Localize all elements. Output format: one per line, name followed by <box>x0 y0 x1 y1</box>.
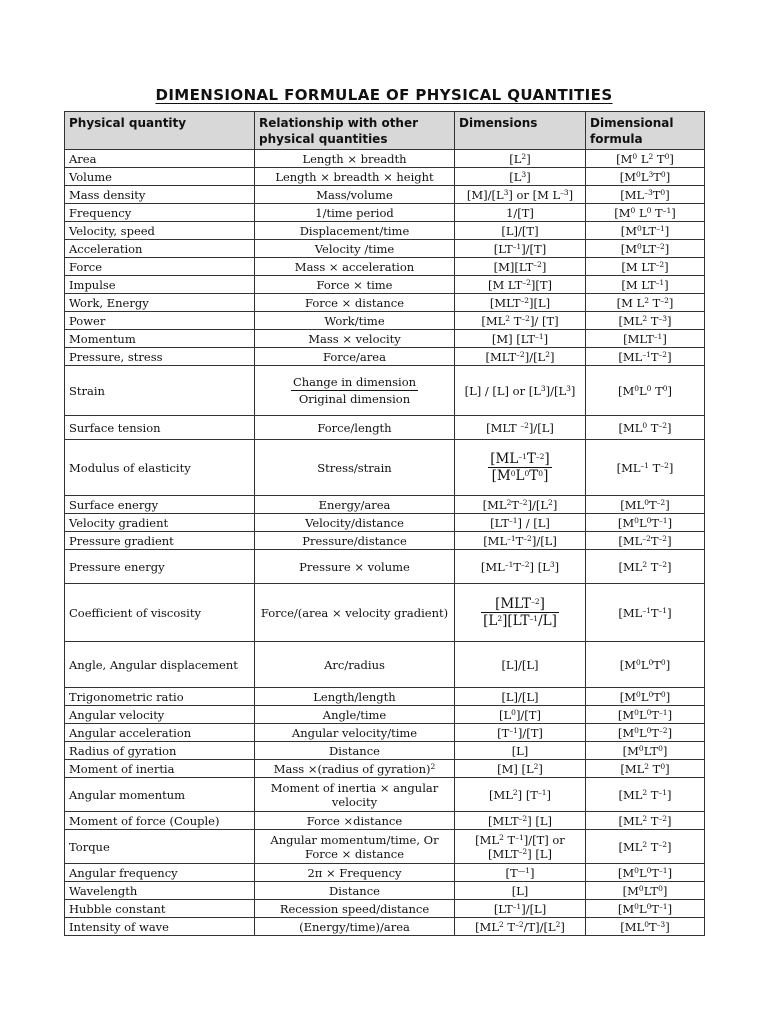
cell-physical-quantity: Impulse <box>65 276 255 294</box>
cell-dimensional-formula: [$ML^{-1}$ $T^{-2}$] <box>586 440 705 496</box>
cell-dimensional-formula: $[M^0L^0T^0]$ <box>586 642 705 688</box>
cell-relationship: Energy/area <box>255 496 455 514</box>
cell-dimensional-formula: $[M^0LT^{-2}]$ <box>586 240 705 258</box>
cell-dimensions: [L] <box>455 742 586 760</box>
cell-relationship: Pressure × volume <box>255 550 455 584</box>
table-row <box>65 150 705 168</box>
cell-physical-quantity: Frequency <box>65 204 255 222</box>
cell-dimensional-formula: $[MLT^{-1}]$ <box>586 330 705 348</box>
cell-dimensional-formula: $[ML^{-2}T^{-2}]$ <box>586 532 705 550</box>
cell-relationship: 1/time period <box>255 204 455 222</box>
cell-dimensions: [L]/[T] <box>455 222 586 240</box>
cell-dimensions: [L] <box>455 882 586 900</box>
table-row <box>65 642 705 688</box>
cell-dimensional-formula: $[M^0LT^{-1}]$ <box>586 222 705 240</box>
dimensions-numerator: $[ML^{-1}T^{-2}]$ <box>490 451 550 467</box>
dimensions-denominator: $[L^2][LT^{-1}/L]$ <box>483 613 557 629</box>
cell-relationship: Recession speed/distance <box>255 900 455 918</box>
cell-relationship: Stress/strain <box>255 440 455 496</box>
cell-dimensional-formula: $[M^0L^0T^{-1}]$ <box>586 864 705 882</box>
dimensional-formulae-table <box>64 111 705 936</box>
cell-dimensional-formula: [M $LT^{-2}$] <box>586 258 705 276</box>
cell-dimensions: $[L^2]$ <box>455 150 586 168</box>
cell-dimensional-formula: [$ML^2$ $T^0$] <box>586 760 705 778</box>
cell-dimensional-formula: $[M^0L^0T^{-1}]$ <box>586 706 705 724</box>
table-row <box>65 918 705 936</box>
cell-dimensions: [M] $[L^2]$ <box>455 760 586 778</box>
cell-dimensions: $[LT^{-1}] / [L]$ <box>455 514 586 532</box>
cell-relationship: Force/area <box>255 348 455 366</box>
cell-dimensional-formula: $[M^0L^0T^{-2}]$ <box>586 724 705 742</box>
table-row <box>65 830 705 864</box>
cell-physical-quantity: Velocity gradient <box>65 514 255 532</box>
table-row <box>65 584 705 642</box>
cell-dimensional-formula: $[M^0L^0T^{-1}]$ <box>586 514 705 532</box>
cell-dimensions: $[MLT^{-2}][L]$ <box>455 294 586 312</box>
cell-dimensions: $[T^{—1}]$ <box>455 864 586 882</box>
table-row <box>65 550 705 584</box>
cell-relationship: Force/length <box>255 416 455 440</box>
cell-physical-quantity: Acceleration <box>65 240 255 258</box>
cell-physical-quantity: Coefficient of viscosity <box>65 584 255 642</box>
cell-physical-quantity: Pressure gradient <box>65 532 255 550</box>
cell-relationship: Angle/time <box>255 706 455 724</box>
table-row <box>65 222 705 240</box>
table-row <box>65 312 705 330</box>
cell-dimensions: [MLT $^{-2}$]/[L] <box>455 416 586 440</box>
cell-relationship: Force ×distance <box>255 812 455 830</box>
cell-dimensional-formula: $[M^0L^0T^{-1}]$ <box>586 900 705 918</box>
table-row <box>65 742 705 760</box>
cell-dimensional-formula: $[ML^{-3}T^0]$ <box>586 186 705 204</box>
cell-relationship: Angular momentum/time, Or Force × distance <box>255 830 455 864</box>
cell-dimensions: [L]/[L] <box>455 688 586 706</box>
cell-relationship: Moment of inertia × angular velocity <box>255 778 455 812</box>
cell-physical-quantity: Torque <box>65 830 255 864</box>
cell-dimensions: [L] / [L] or $[L^3]/[L^3]$ <box>455 366 586 416</box>
cell-dimensional-formula: [$ML^2$ $T^{-3}$] <box>586 312 705 330</box>
table-body <box>65 150 705 936</box>
cell-dimensions: [L]/[L] <box>455 642 586 688</box>
cell-physical-quantity: Strain <box>65 366 255 416</box>
cell-dimensions: $[L^0]/[T]$ <box>455 706 586 724</box>
cell-relationship: Distance <box>255 882 455 900</box>
cell-dimensional-formula: $[M^0LT^0]$ <box>586 882 705 900</box>
cell-dimensional-formula: [M $L^2$ $T^{-2}$] <box>586 294 705 312</box>
cell-physical-quantity: Power <box>65 312 255 330</box>
cell-relationship: 2π × Frequency <box>255 864 455 882</box>
table-row <box>65 514 705 532</box>
cell-relationship: Force × distance <box>255 294 455 312</box>
cell-relationship: Distance <box>255 742 455 760</box>
table-row <box>65 294 705 312</box>
cell-dimensions: $[ML^{-1}T^{-2}]/[L]$ <box>455 532 586 550</box>
cell-dimensional-formula: $[M^0LT^0]$ <box>586 742 705 760</box>
table-row <box>65 812 705 830</box>
cell-physical-quantity: Volume <box>65 168 255 186</box>
cell-physical-quantity: Pressure, stress <box>65 348 255 366</box>
cell-physical-quantity: Hubble constant <box>65 900 255 918</box>
table-row <box>65 330 705 348</box>
table-row <box>65 416 705 440</box>
cell-relationship: Force × time <box>255 276 455 294</box>
relationship-fraction <box>291 375 418 406</box>
cell-dimensions <box>455 584 586 642</box>
cell-physical-quantity: Angular frequency <box>65 864 255 882</box>
cell-dimensions: $[L^3]$ <box>455 168 586 186</box>
cell-dimensions: $[LT^{-1}]/[T]$ <box>455 240 586 258</box>
cell-dimensional-formula: $[ML^{-1}T^{-2}]$ <box>586 348 705 366</box>
cell-dimensions: $[T^{-1}]/[T]$ <box>455 724 586 742</box>
cell-physical-quantity: Trigonometric ratio <box>65 688 255 706</box>
header-physical-quantity: Physical quantity <box>65 112 255 150</box>
cell-physical-quantity: Surface energy <box>65 496 255 514</box>
cell-dimensions: $[ML^{-1}T^{-2}]$ $[L^3]$ <box>455 550 586 584</box>
cell-relationship: Pressure/distance <box>255 532 455 550</box>
dimensions-numerator: $[MLT^{-2}]$ <box>481 597 559 613</box>
cell-dimensions: [$ML^2$ $T^{-1}]/[T]$ or $[MLT^{-2}]$ [L] <box>455 830 586 864</box>
cell-relationship: Mass/volume <box>255 186 455 204</box>
cell-dimensions: $[ML^2]$ $[T^{-1}]$ <box>455 778 586 812</box>
cell-relationship: Work/time <box>255 312 455 330</box>
cell-dimensional-formula: [$M^0$ $L^0$ $T^{-1}$] <box>586 204 705 222</box>
cell-physical-quantity: Angular velocity <box>65 706 255 724</box>
table-row <box>65 532 705 550</box>
cell-physical-quantity: Angle, Angular displacement <box>65 642 255 688</box>
table-row <box>65 496 705 514</box>
cell-physical-quantity: Modulus of elasticity <box>65 440 255 496</box>
cell-dimensions: [M] $[LT^{-1}]$ <box>455 330 586 348</box>
table-row <box>65 760 705 778</box>
cell-relationship: Length × breadth × height <box>255 168 455 186</box>
table-row <box>65 186 705 204</box>
cell-physical-quantity: Moment of force (Couple) <box>65 812 255 830</box>
cell-dimensional-formula: [$ML^2$ $T^{-1}$] <box>586 778 705 812</box>
cell-dimensions: [$ML^2$ $T^{-2}]/$ [T] <box>455 312 586 330</box>
cell-physical-quantity: Mass density <box>65 186 255 204</box>
cell-relationship: Displacement/time <box>255 222 455 240</box>
cell-dimensional-formula: $[ML^0T^{-2}]$ <box>586 496 705 514</box>
table-row <box>65 688 705 706</box>
cell-dimensions: [M $LT^{-2}][T]$ <box>455 276 586 294</box>
table-row <box>65 366 705 416</box>
cell-physical-quantity: Area <box>65 150 255 168</box>
cell-physical-quantity: Intensity of wave <box>65 918 255 936</box>
header-relationship: Relationship with other physical quantities <box>255 112 455 150</box>
table-row <box>65 778 705 812</box>
cell-dimensional-formula: $[M^0L^3T^0]$ <box>586 168 705 186</box>
cell-dimensions: $[M]/[L^3]$ or [M $L^{-3}$] <box>455 186 586 204</box>
table-row <box>65 168 705 186</box>
cell-dimensional-formula: [M $LT^{-1}$] <box>586 276 705 294</box>
cell-dimensions: $[MLT^{-2}]$ [L] <box>455 812 586 830</box>
table-header-row <box>65 112 705 150</box>
cell-relationship: Angular velocity/time <box>255 724 455 742</box>
cell-dimensional-formula: [$M^0$ $L^2$ $T^0$] <box>586 150 705 168</box>
cell-dimensional-formula: [$ML^2$ $T^{-2}$] <box>586 812 705 830</box>
cell-dimensions: [$ML^2$ $T^{-2}/T]/[L^2]$ <box>455 918 586 936</box>
cell-dimensional-formula: $[M^0L^0T^0]$ <box>586 688 705 706</box>
cell-dimensions: 1/[T] <box>455 204 586 222</box>
table-row <box>65 348 705 366</box>
cell-relationship: Force/(area × velocity gradient) <box>255 584 455 642</box>
cell-physical-quantity: Surface tension <box>65 416 255 440</box>
cell-physical-quantity: Moment of inertia <box>65 760 255 778</box>
table-row <box>65 276 705 294</box>
cell-dimensions: $[LT^{-1}]/[L]$ <box>455 900 586 918</box>
cell-dimensions: $[MLT^{-2}]/[L^2]$ <box>455 348 586 366</box>
cell-physical-quantity: Pressure energy <box>65 550 255 584</box>
table-row <box>65 724 705 742</box>
page-title <box>0 86 768 104</box>
cell-physical-quantity: Force <box>65 258 255 276</box>
cell-dimensional-formula: $[ML^{-1}T^{-1}]$ <box>586 584 705 642</box>
header-dimensional-formula: Dimensional formula <box>586 112 705 150</box>
cell-physical-quantity: Wavelength <box>65 882 255 900</box>
dimensions-fraction <box>481 597 559 628</box>
dimensions-fraction <box>488 452 551 483</box>
cell-relationship: (Energy/time)/area <box>255 918 455 936</box>
cell-physical-quantity: Work, Energy <box>65 294 255 312</box>
table-row <box>65 204 705 222</box>
cell-dimensional-formula: [$M^0L^0$ $T^0$] <box>586 366 705 416</box>
table-row <box>65 864 705 882</box>
relationship-numerator: Change in dimension <box>292 375 417 389</box>
table-row <box>65 706 705 724</box>
dimensions-denominator: $[M^0L^0T^0]$ <box>491 468 549 484</box>
cell-relationship: Mass ×(radius of gyration)$^2$ <box>255 760 455 778</box>
cell-physical-quantity: Angular momentum <box>65 778 255 812</box>
cell-relationship: Mass × velocity <box>255 330 455 348</box>
cell-physical-quantity: Angular acceleration <box>65 724 255 742</box>
cell-dimensional-formula: [$ML^2$ $T^{-2}$] <box>586 550 705 584</box>
cell-physical-quantity: Radius of gyration <box>65 742 255 760</box>
relationship-denominator: Original dimension <box>298 392 411 406</box>
table-row <box>65 240 705 258</box>
cell-dimensions: $[ML^2T^{-2}]/[L^2]$ <box>455 496 586 514</box>
cell-dimensional-formula: $[ML^0T^{-3}]$ <box>586 918 705 936</box>
header-dimensions: Dimensions <box>455 112 586 150</box>
cell-dimensions <box>455 440 586 496</box>
table-row <box>65 258 705 276</box>
cell-relationship: Length/length <box>255 688 455 706</box>
cell-relationship: Length × breadth <box>255 150 455 168</box>
cell-dimensional-formula: [$ML^0$ $T^{-2}$] <box>586 416 705 440</box>
cell-relationship: Velocity /time <box>255 240 455 258</box>
table-row <box>65 882 705 900</box>
table-row <box>65 440 705 496</box>
page-title-text: DIMENSIONAL FORMULAE OF PHYSICAL QUANTITIES <box>155 86 613 104</box>
cell-dimensional-formula: [$ML^2$ $T^{-2}$] <box>586 830 705 864</box>
cell-relationship: Mass × acceleration <box>255 258 455 276</box>
cell-relationship <box>255 366 455 416</box>
cell-dimensions: $[M][LT^{-2}]$ <box>455 258 586 276</box>
cell-physical-quantity: Velocity, speed <box>65 222 255 240</box>
cell-physical-quantity: Momentum <box>65 330 255 348</box>
cell-relationship: Arc/radius <box>255 642 455 688</box>
table-row <box>65 900 705 918</box>
cell-relationship: Velocity/distance <box>255 514 455 532</box>
